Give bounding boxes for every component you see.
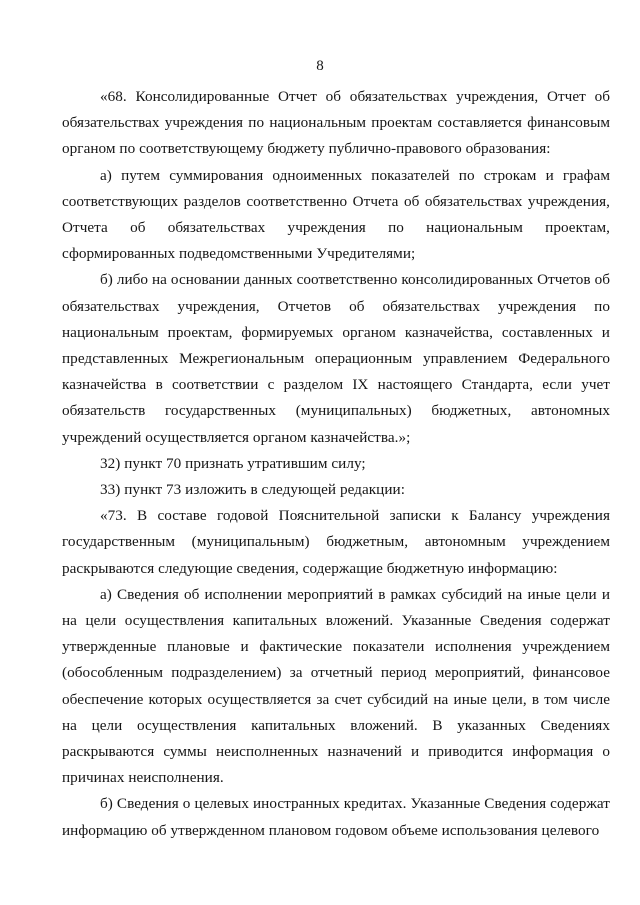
paragraph-68-b: б) либо на основании данных соответственно консолидированных Отчетов об обязательствах учреждения, Отчетов об обязательствах учреждения по национальным проектам, формируемых органом казначейства, составленных и представленных Межрегиональным операционным управлением Федерального казначейства в соответствии с разделом IX настоящего Стандарта, если учет обязательств государственных (муниципальных) бюджетных, автономных учреждений осуществляется органом казначейства.»;	[62, 271, 610, 446]
document-body	[62, 84, 610, 844]
paragraph-68: «68. Консолидированные Отчет об обязательствах учреждения, Отчет об обязательствах учреждения по национальным проектам составляется финансовым органом по соответствующему бюджету публично-правового образования:	[62, 88, 610, 158]
paragraph-73: «73. В составе годовой Пояснительной записки к Балансу учреждения государственным (муниципальным) бюджетным, автономным учреждением раскрываются следующие сведения, содержащие бюджетную информацию:	[62, 507, 610, 577]
paragraph-68-a: а) путем суммирования одноименных показателей по строкам и графам соответствующих разделов соответственно Отчета об обязательствах учреждения, Отчета об обязательствах учреждения по национальным проектам, сформированных подведомственными Учредителями;	[62, 166, 610, 263]
page-number: 8	[316, 58, 324, 74]
paragraph-item-32: 32) пункт 70 признать утратившим силу;	[100, 454, 366, 472]
paragraph-73-b: б) Сведения о целевых иностранных кредитах. Указанные Сведения содержат информацию об утвержденном плановом годовом объеме использования целевого	[62, 795, 610, 839]
paragraph-73-a: а) Сведения об исполнении мероприятий в рамках субсидий на иные цели и на цели осуществления капитальных вложений. Указанные Сведения содержат утвержденные плановые и фактические показатели исполнения учреждением (обособленным подразделением) за отчетный период мероприятий, финансовое обеспечение которых осуществляется за счет субсидий на иные цели, в том числе на цели осуществления капитальных вложений. В указанных Сведениях раскрываются суммы неисполненных назначений и приводится информация о причинах неисполнения.	[62, 585, 610, 787]
paragraph-item-33: 33) пункт 73 изложить в следующей редакции:	[100, 481, 405, 499]
